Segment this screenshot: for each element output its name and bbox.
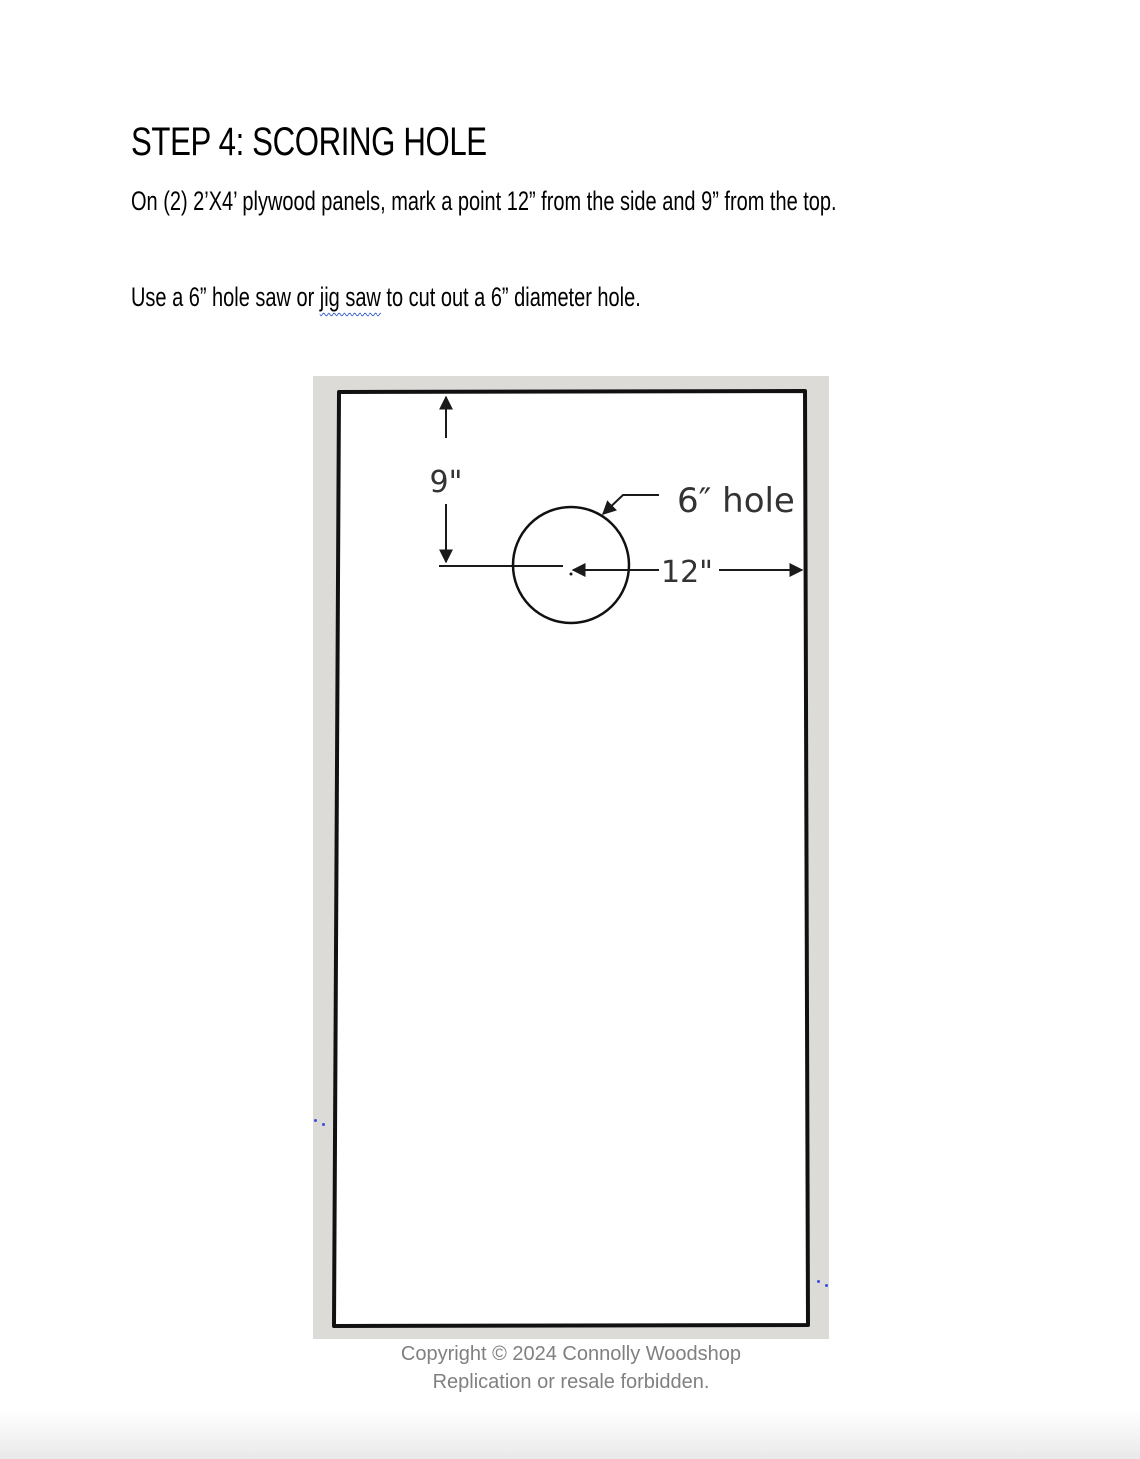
plywood-panel-outline — [334, 391, 808, 1326]
scoring-hole-diagram — [313, 376, 829, 1339]
selection-handle-left[interactable] — [314, 1119, 317, 1122]
copyright-line: Copyright © 2024 Connolly Woodshop — [400, 1343, 742, 1365]
hole-center-point — [570, 573, 573, 576]
selection-handle-left-2[interactable] — [322, 1123, 325, 1126]
diagram-canvas — [313, 376, 829, 1339]
top-distance-label: 9" — [429, 465, 463, 500]
step-heading: STEP 4: SCORING HOLE — [131, 120, 487, 164]
instruction-text-after: to cut out a 6” diameter hole. — [380, 282, 641, 312]
selection-handle-right-2[interactable] — [825, 1284, 828, 1287]
selection-handle-right[interactable] — [817, 1280, 820, 1283]
instruction-paragraph-2 — [131, 280, 641, 314]
side-distance-label: 12" — [661, 555, 713, 590]
instruction-paragraph-1: On (2) 2’X4’ plywood panels, mark a point 12” from the side and 9” from the top. — [131, 186, 837, 216]
hole-size-label: 6″ hole — [677, 481, 795, 521]
instruction-text-before: Use a 6” hole saw or — [131, 282, 320, 312]
page-bottom-shadow — [0, 1410, 1140, 1459]
spellcheck-flagged-word[interactable]: jig saw — [319, 282, 381, 312]
resale-notice-line: Replication or resale forbidden. — [432, 1371, 710, 1393]
